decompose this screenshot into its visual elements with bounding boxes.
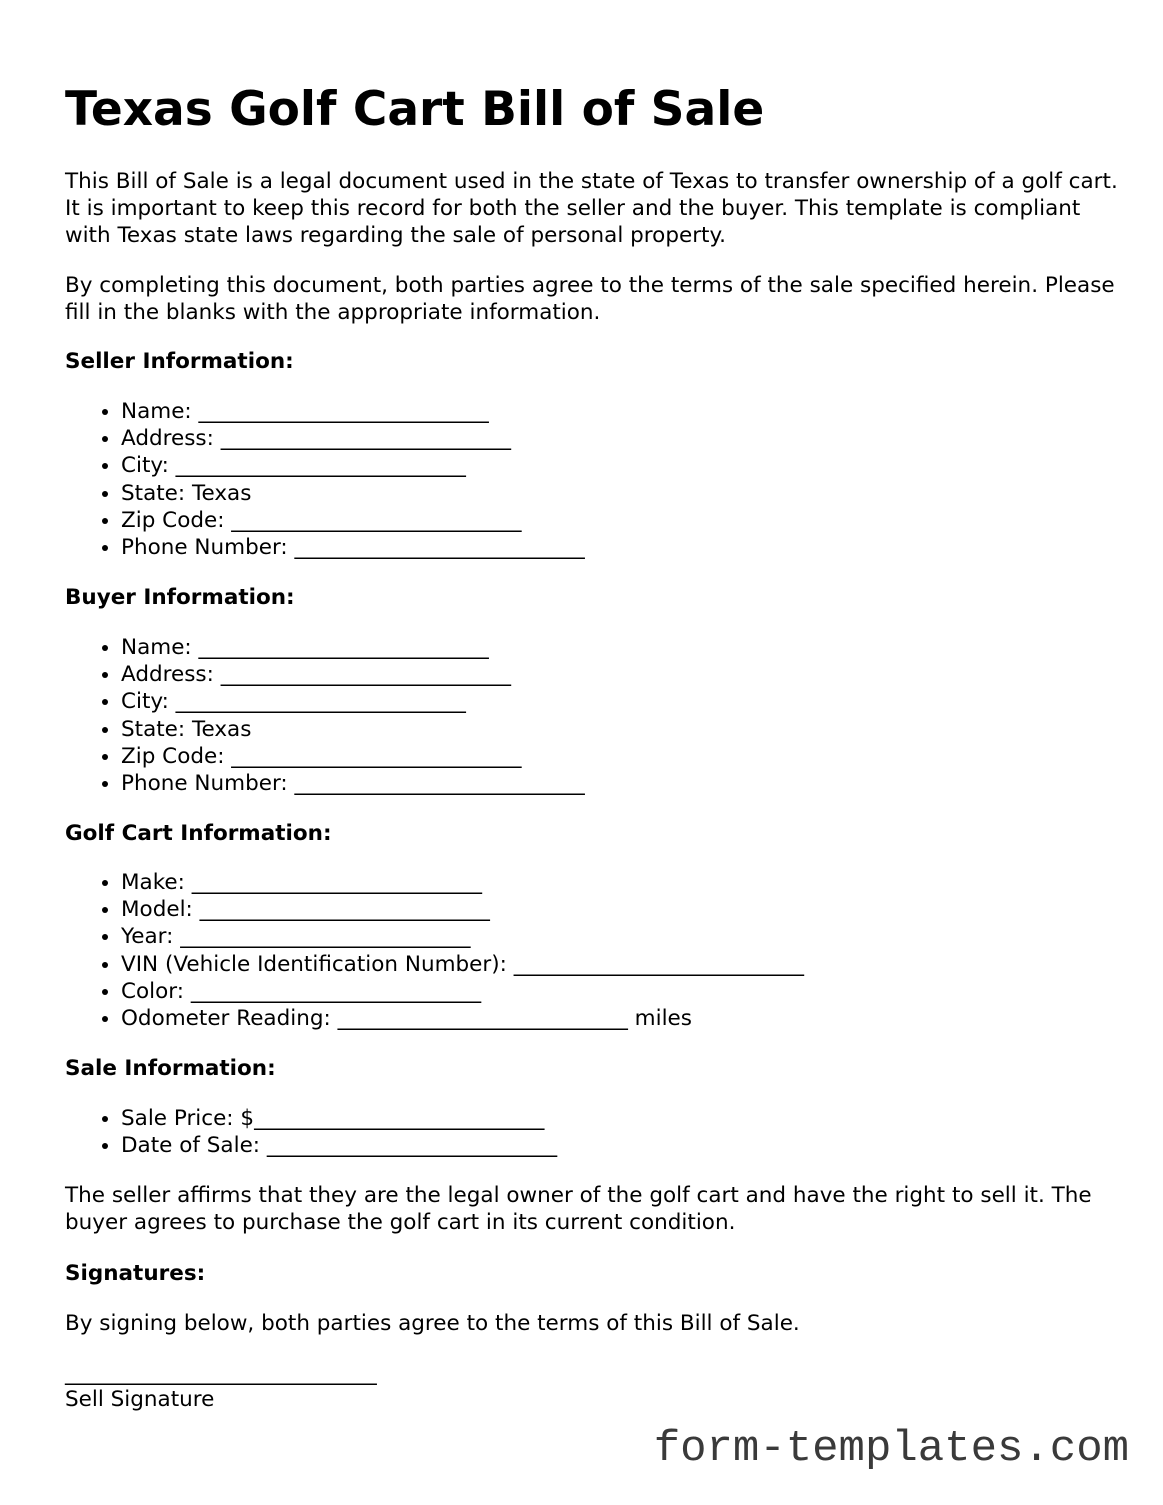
seller-list — [65, 398, 585, 561]
cart-year-field[interactable]: • Year: ___________________________ — [121, 923, 804, 950]
signatures-heading: Signatures: — [65, 1261, 206, 1286]
sale-price-field[interactable]: • Sale Price: $___________________________ — [121, 1105, 557, 1132]
watermark: form-templates.com — [653, 1424, 1129, 1474]
buyer-address-field[interactable]: • Address: ___________________________ — [121, 661, 585, 688]
cart-model-field[interactable]: • Model: ___________________________ — [121, 896, 804, 923]
seller-state: • State: Texas — [121, 480, 585, 507]
seller-signature-label: Sell Signature — [65, 1387, 215, 1412]
sale-list — [65, 1105, 557, 1159]
buyer-name-field[interactable]: • Name: ___________________________ — [121, 634, 585, 661]
seller-phone-field[interactable]: • Phone Number: ___________________________ — [121, 534, 585, 561]
buyer-heading: Buyer Information: — [65, 585, 295, 610]
buyer-phone-field[interactable]: • Phone Number: ___________________________ — [121, 770, 585, 797]
buyer-city-field[interactable]: • City: ___________________________ — [121, 688, 585, 715]
affirmation-paragraph: The seller affirms that they are the legal owner of the golf cart and have the right to sell it. The buyer agrees to purchase the golf cart in its current condition. — [65, 1183, 1092, 1236]
buyer-state: • State: Texas — [121, 716, 585, 743]
instructions-paragraph: By completing this document, both parties agree to the terms of the sale specified herein. Please fill in the blanks with the appropriate information. — [65, 273, 1115, 326]
page-title: Texas Golf Cart Bill of Sale — [65, 82, 765, 137]
seller-city-field[interactable]: • City: ___________________________ — [121, 452, 585, 479]
cart-odometer-field[interactable]: • Odometer Reading: ___________________________ miles — [121, 1005, 804, 1032]
seller-heading: Seller Information: — [65, 349, 294, 374]
golf-cart-heading: Golf Cart Information: — [65, 821, 332, 846]
buyer-zip-field[interactable]: • Zip Code: ___________________________ — [121, 743, 585, 770]
cart-vin-field[interactable]: • VIN (Vehicle Identification Number): ___________________________ — [121, 951, 804, 978]
seller-signature-line[interactable]: _____________________________ — [65, 1361, 377, 1386]
cart-make-field[interactable]: • Make: ___________________________ — [121, 869, 804, 896]
intro-paragraph: This Bill of Sale is a legal document used in the state of Texas to transfer ownership of a golf cart. It is important to keep this record for both the seller and the buyer. This template is compliant with Texas state laws regarding the sale of personal property. — [65, 169, 1118, 249]
seller-zip-field[interactable]: • Zip Code: ___________________________ — [121, 507, 585, 534]
cart-color-field[interactable]: • Color: ___________________________ — [121, 978, 804, 1005]
buyer-list — [65, 634, 585, 797]
sale-heading: Sale Information: — [65, 1056, 276, 1081]
sale-date-field[interactable]: • Date of Sale: ___________________________ — [121, 1132, 557, 1159]
signature-statement: By signing below, both parties agree to the terms of this Bill of Sale. — [65, 1311, 800, 1336]
seller-name-field[interactable]: • Name: ___________________________ — [121, 398, 585, 425]
seller-address-field[interactable]: • Address: ___________________________ — [121, 425, 585, 452]
golf-cart-list — [65, 869, 804, 1032]
